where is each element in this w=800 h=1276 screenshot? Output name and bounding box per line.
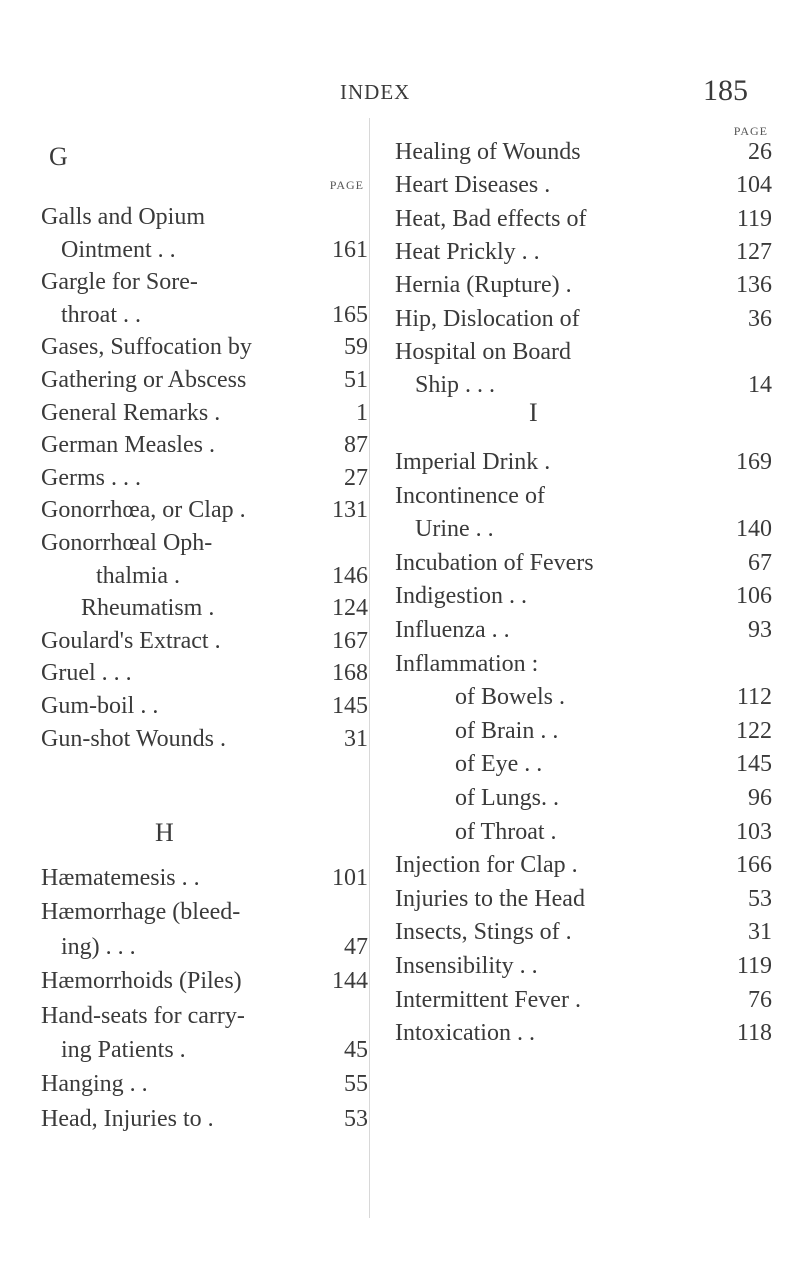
- entry-page: 169: [736, 449, 772, 475]
- index-entry: [41, 331, 368, 363]
- entry-page: 140: [736, 516, 772, 543]
- entry-text: of Throat .: [455, 818, 557, 845]
- entry-page: 101: [332, 865, 368, 891]
- entry-page: 53: [344, 1105, 368, 1132]
- entry-text: Germs . . .: [41, 464, 141, 491]
- index-entry: [41, 1000, 368, 1032]
- index-entry: [41, 690, 368, 722]
- index-entry: [41, 896, 368, 928]
- index-entry: [41, 527, 368, 559]
- index-entry: [395, 269, 772, 301]
- index-entry: [41, 1034, 368, 1066]
- index-entry: [395, 984, 772, 1016]
- index-entry: [41, 397, 368, 429]
- index-entry: [395, 950, 772, 982]
- index-entry: [395, 614, 772, 646]
- index-entry: [41, 494, 368, 526]
- section-letter-g: G: [49, 142, 68, 171]
- index-entry: [41, 1103, 368, 1135]
- index-entry: [41, 364, 368, 396]
- entry-page: 144: [332, 968, 368, 995]
- page-column-label: PAGE: [329, 178, 364, 192]
- running-title: INDEX: [340, 80, 411, 104]
- index-entry: [395, 748, 772, 780]
- entry-text: German Measles .: [41, 432, 215, 459]
- index-entry: [395, 1017, 772, 1049]
- index-entry: [395, 547, 772, 579]
- entry-text: Hospital on Board: [395, 338, 571, 365]
- entry-page: 45: [344, 1037, 368, 1063]
- entry-page: 51: [344, 367, 368, 393]
- entry-text: Gases, Suffocation by: [41, 334, 252, 361]
- index-entry: [395, 513, 772, 545]
- index-entry: [41, 1068, 368, 1100]
- index-entry: [395, 236, 772, 268]
- entry-page: 118: [736, 1020, 772, 1047]
- entry-page: 14: [748, 372, 772, 399]
- index-entry: [395, 580, 772, 612]
- index-entry: [395, 849, 772, 881]
- entry-text: Hanging . .: [41, 1071, 148, 1098]
- entry-text: Hip, Dislocation of: [395, 305, 580, 332]
- entry-text: Incontinence of: [395, 482, 545, 509]
- entry-text: Heat Prickly . .: [395, 238, 540, 265]
- entry-page: 119: [736, 205, 772, 232]
- entry-page: 166: [736, 852, 772, 879]
- index-entry: [395, 480, 772, 512]
- entry-page: 136: [736, 272, 772, 299]
- index-entry: [41, 931, 368, 963]
- entry-text: Inflammation :: [395, 650, 539, 677]
- entry-page: 165: [332, 301, 368, 328]
- index-entry: [41, 429, 368, 461]
- entry-page: 47: [344, 933, 368, 960]
- entry-page: 87: [344, 432, 368, 459]
- page-column-label: PAGE: [733, 124, 768, 138]
- entry-page: 26: [748, 139, 772, 165]
- entry-text: Ship . . .: [415, 372, 496, 399]
- entry-page: 146: [332, 562, 368, 589]
- entry-text: of Brain . .: [455, 717, 559, 744]
- index-entry: [41, 299, 368, 331]
- entry-page: 104: [736, 172, 772, 199]
- entry-text: Goulard's Extract .: [41, 627, 221, 654]
- index-entry: [41, 560, 368, 592]
- entry-text: Rheumatism .: [81, 595, 215, 622]
- entry-text: Gun-shot Wounds .: [41, 725, 226, 752]
- entry-text: throat . .: [61, 301, 141, 328]
- entry-page: 145: [736, 751, 772, 778]
- entry-page: 106: [736, 583, 772, 610]
- entry-page: 131: [332, 497, 368, 524]
- index-entry: [41, 201, 368, 233]
- entry-text: of Eye . .: [455, 751, 543, 778]
- entry-text: Hæmatemesis . .: [41, 865, 200, 891]
- entry-text: Heart Diseases .: [395, 172, 551, 199]
- section-letter-i: I: [529, 398, 538, 427]
- entry-page: 67: [748, 549, 772, 576]
- index-entry: [395, 883, 772, 915]
- entry-text: of Bowels .: [455, 684, 565, 711]
- index-entry: [41, 462, 368, 494]
- index-entry: [41, 862, 368, 894]
- entry-text: Head, Injuries to .: [41, 1105, 214, 1132]
- entry-page: 103: [736, 818, 772, 845]
- entry-text: ing) . . .: [61, 933, 136, 960]
- index-entry: [41, 657, 368, 689]
- entry-page: 124: [332, 595, 368, 622]
- entry-page: 161: [332, 236, 368, 263]
- entry-page: 76: [748, 986, 772, 1013]
- entry-text: Injuries to the Head: [395, 885, 585, 912]
- entry-page: 1: [356, 399, 368, 426]
- entry-page: 127: [736, 238, 772, 265]
- entry-page: 59: [344, 334, 368, 361]
- entry-text: Heat, Bad effects of: [395, 205, 587, 232]
- index-entry: [395, 715, 772, 747]
- entry-text: Injection for Clap .: [395, 852, 578, 879]
- entry-page: 96: [748, 785, 772, 811]
- entry-text: Hæmorrhage (bleed-: [41, 899, 241, 926]
- entry-page: 27: [344, 464, 368, 491]
- entry-page: 145: [332, 693, 368, 719]
- entry-page: 112: [736, 684, 772, 711]
- entry-text: Insects, Stings of .: [395, 919, 572, 946]
- entry-text: Imperial Drink .: [395, 449, 551, 475]
- entry-text: Incubation of Fevers: [395, 549, 594, 576]
- index-entry: [41, 965, 368, 997]
- entry-text: Gonorrhœa, or Clap .: [41, 497, 246, 524]
- entry-text: Intermittent Fever .: [395, 986, 581, 1013]
- entry-page: 168: [332, 660, 368, 687]
- index-entry: [395, 648, 772, 680]
- index-entry: [395, 916, 772, 948]
- entry-text: Hæmorrhoids (Piles): [41, 968, 242, 995]
- entry-text: General Remarks .: [41, 399, 221, 426]
- entry-page: 31: [344, 725, 368, 752]
- entry-text: ing Patients .: [61, 1037, 186, 1063]
- index-entry: [395, 136, 772, 168]
- entry-text: thalmia .: [96, 562, 180, 589]
- index-entry: [395, 369, 772, 401]
- index-entry: [395, 446, 772, 478]
- entry-text: Influenza . .: [395, 617, 510, 643]
- section-letter-h: H: [155, 818, 174, 847]
- entry-text: Insensibility . .: [395, 953, 538, 979]
- entry-page: 36: [748, 305, 772, 332]
- entry-text: Hand-seats for carry-: [41, 1002, 245, 1029]
- entry-text: Urine . .: [415, 516, 494, 543]
- index-entry: [395, 782, 772, 814]
- entry-page: 31: [748, 919, 772, 946]
- entry-page: 122: [736, 717, 772, 744]
- entry-text: Gathering or Abscess: [41, 367, 247, 393]
- index-entry: [395, 203, 772, 235]
- entry-text: Intoxication . .: [395, 1020, 535, 1047]
- entry-text: Gonorrhœal Oph-: [41, 530, 213, 556]
- entry-text: Gruel . . .: [41, 660, 132, 687]
- entry-text: Galls and Opium: [41, 204, 205, 230]
- entry-text: Gargle for Sore-: [41, 269, 198, 296]
- entry-text: Hernia (Rupture) .: [395, 272, 572, 299]
- entry-page: 55: [344, 1071, 368, 1098]
- index-entry: [41, 625, 368, 657]
- entry-page: 93: [748, 617, 772, 643]
- index-entry: [395, 681, 772, 713]
- entry-text: Ointment . .: [61, 236, 176, 263]
- index-entry: [41, 234, 368, 266]
- index-entry: [395, 816, 772, 848]
- page-number: 185: [703, 74, 748, 107]
- index-entry: [41, 723, 368, 755]
- index-entry: [41, 592, 368, 624]
- entry-page: 119: [736, 953, 772, 979]
- entry-text: Gum-boil . .: [41, 693, 159, 719]
- index-entry: [395, 169, 772, 201]
- entry-text: Healing of Wounds: [395, 139, 581, 165]
- index-entry: [395, 336, 772, 368]
- column-divider: [369, 118, 370, 1218]
- entry-page: 167: [332, 627, 368, 654]
- entry-page: 53: [748, 885, 772, 912]
- index-entry: [41, 266, 368, 298]
- entry-text: of Lungs. .: [455, 785, 559, 811]
- entry-text: Indigestion . .: [395, 583, 527, 610]
- index-entry: [395, 303, 772, 335]
